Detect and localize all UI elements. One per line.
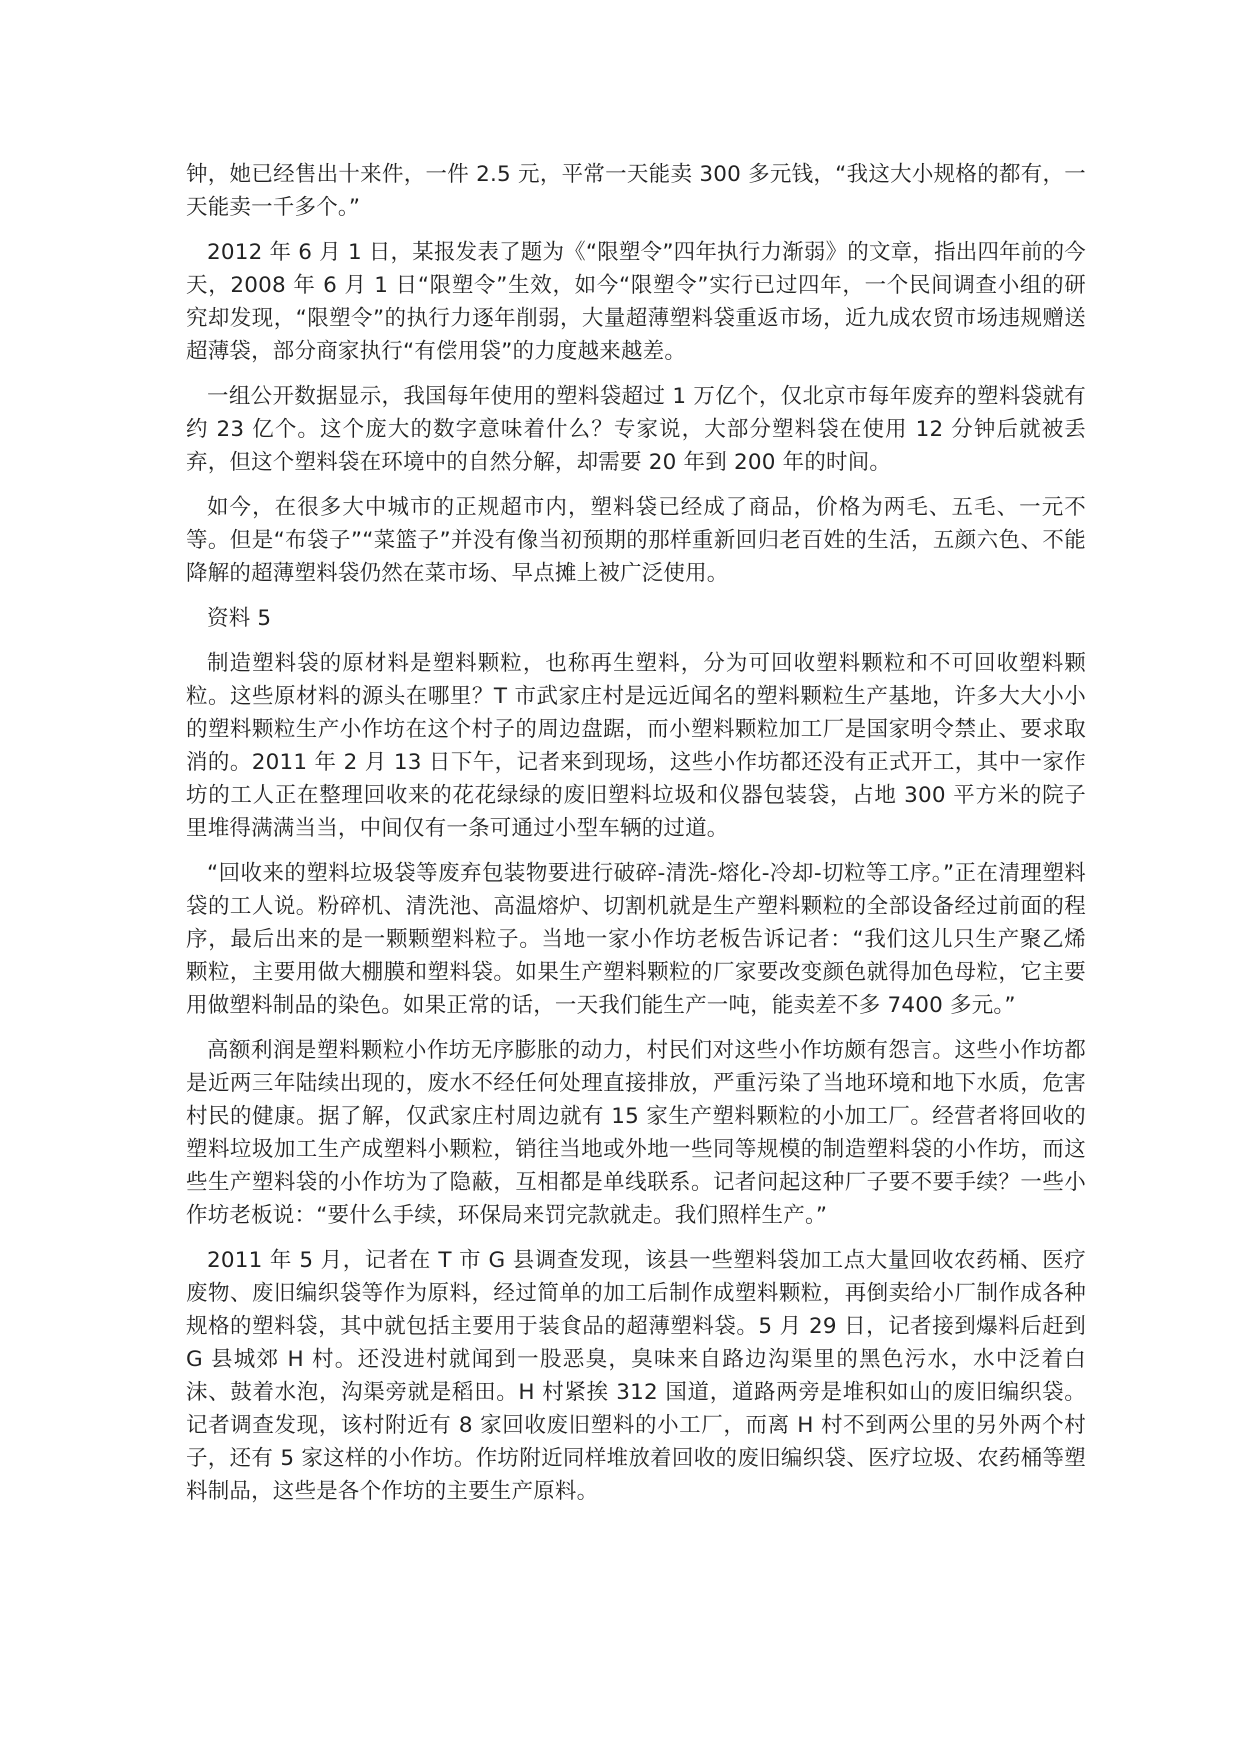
paragraph-continuation: 钟，她已经售出十来件，一件 2.5 元，平常一天能卖 300 多元钱，“我这大小规格的都有，一天能卖一千多个。” bbox=[186, 162, 1086, 220]
paragraph-usage-statistics: 一组公开数据显示，我国每年使用的塑料袋超过 1 万亿个，仅北京市每年废弃的塑料袋就有约 23 亿个。这个庞大的数字意味着什么？专家说，大部分塑料袋在使用 12 分钟后就被丢弃，但这个塑料袋在环境中的自然分解，却需要 20 年到 200 年的时间。 bbox=[186, 384, 1086, 475]
section-heading-material-5: 资料 5 bbox=[207, 606, 272, 631]
paragraph-profits-pollution: 高额利润是塑料颗粒小作坊无序膨胀的动力，村民们对这些小作坊颇有怨言。这些小作坊都是近两三年陆续出现的，废水不经任何处理直接排放，严重污染了当地环境和地下水质，危害村民的健康。据了解，仅武家庄村周边就有 15 家生产塑料颗粒的小加工厂。经营者将回收的塑料垃圾加工生产成塑料小颗粒，销往当地或外地一些同等规模的制造塑料袋的小作坊，而这些生产塑料袋的小作坊为了隐蔽，互相都是单线联系。记者问起这种厂子要不要手续？一些小作坊老板说：“要什么手续，环保局来罚完款就走。我们照样生产。” bbox=[186, 1038, 1086, 1228]
paragraph-plastic-ban-report: 2012 年 6 月 1 日，某报发表了题为《“限塑令”四年执行力渐弱》的文章，指出四年前的今天，2008 年 6 月 1 日“限塑令”生效，如今“限塑令”实行已过四年，一个民间调查小组的研究却发现，“限塑令”的执行力逐年削弱，大量超薄塑料袋重返市场，近九成农贸市场违规赠送超薄袋，部分商家执行“有偿用袋”的力度越来越差。 bbox=[186, 240, 1086, 364]
document-body bbox=[186, 158, 1086, 1520]
paragraph-raw-materials: 制造塑料袋的原材料是塑料颗粒，也称再生塑料，分为可回收塑料颗粒和不可回收塑料颗粒。这些原材料的源头在哪里？T 市武家庄村是远近闻名的塑料颗粒生产基地，许多大大小小的塑料颗粒生产小作坊在这个村子的周边盘踞，而小塑料颗粒加工厂是国家明令禁止、要求取消的。2011 年 2 月 13 日下午，记者来到现场，这些小作坊都还没有正式开工，其中一家作坊的工人正在整理回收来的花花绿绿的废旧塑料垃圾和仪器包装袋，占地 300 平方米的院子里堆得满满当当，中间仅有一条可通过小型车辆的过道。 bbox=[186, 651, 1086, 841]
paragraph-production-process: “回收来的塑料垃圾袋等废弃包装物要进行破碎-清洗-熔化-冷却-切粒等工序。”正在清理塑料袋的工人说。粉碎机、清洗池、高温熔炉、切割机就是生产塑料颗粒的全部设备经过前面的程序，最后出来的是一颗颗塑料粒子。当地一家小作坊老板告诉记者：“我们这儿只生产聚乙烯颗粒，主要用做大棚膜和塑料袋。如果生产塑料颗粒的厂家要改变颜色就得加色母粒，它主要用做塑料制品的染色。如果正常的话，一天我们能生产一吨，能卖差不多 7400 多元。” bbox=[186, 861, 1086, 1018]
paragraph-county-investigation: 2011 年 5 月，记者在 T 市 G 县调查发现，该县一些塑料袋加工点大量回收农药桶、医疗废物、废旧编织袋等作为原料，经过简单的加工后制作成塑料颗粒，再倒卖给小厂制作成各种规格的塑料袋，其中就包括主要用于装食品的超薄塑料袋。5 月 29 日，记者接到爆料后赶到 G 县城郊 H 村。还没进村就闻到一股恶臭，臭味来自路边沟渠里的黑色污水，水中泛着白沫、鼓着水泡，沟渠旁就是稻田。H 村紧挨 312 国道，道路两旁是堆积如山的废旧编织袋。记者调查发现，该村附近有 8 家回收废旧塑料的小工厂，而离 H 村不到两公里的另外两个村子，还有 5 家这样的小作坊。作坊附近同样堆放着回收的废旧编织袋、医疗垃圾、农药桶等塑料制品，这些是各个作坊的主要生产原料。 bbox=[186, 1248, 1086, 1504]
paragraph-supermarket-bags: 如今，在很多大中城市的正规超市内，塑料袋已经成了商品，价格为两毛、五毛、一元不等。但是“布袋子”“菜篮子”并没有像当初预期的那样重新回归老百姓的生活，五颜六色、不能降解的超薄塑料袋仍然在菜市场、早点摊上被广泛使用。 bbox=[186, 495, 1086, 586]
